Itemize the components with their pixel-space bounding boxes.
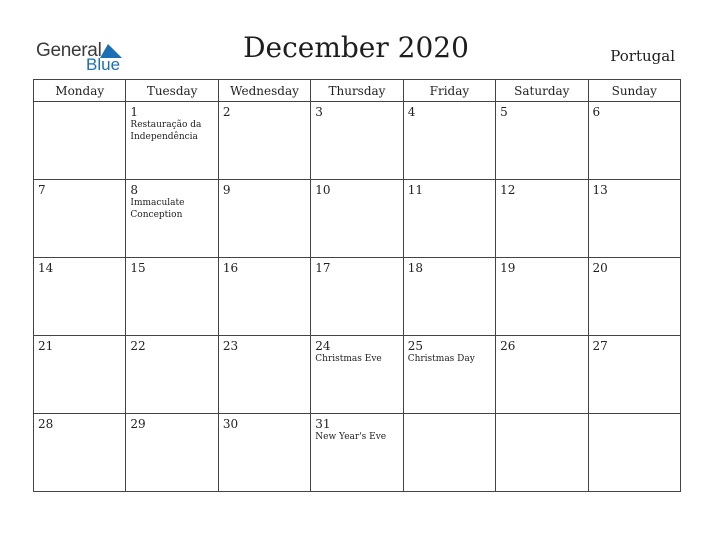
day-number: 29	[130, 417, 146, 431]
day-number: 17	[315, 261, 331, 275]
day-cell	[218, 414, 310, 492]
country-label: Portugal	[610, 47, 675, 65]
logo-blue-text: Blue	[86, 55, 121, 74]
day-cell	[311, 102, 403, 180]
day-cell	[496, 258, 588, 336]
day-cell	[311, 336, 403, 414]
weekday-header: Monday	[34, 80, 126, 102]
day-cell	[588, 414, 680, 492]
day-number: 1	[130, 105, 139, 119]
day-number: 30	[222, 417, 239, 431]
week-row	[34, 258, 681, 336]
week-row	[34, 180, 681, 258]
day-cell	[126, 258, 218, 336]
day-number: 15	[130, 261, 146, 275]
day-cell	[34, 258, 126, 336]
logo-general-text: General	[36, 40, 102, 61]
day-number: 31	[315, 417, 331, 431]
day-cell	[403, 258, 495, 336]
day-number: 18	[407, 261, 423, 275]
day-cell	[311, 258, 403, 336]
day-cell	[403, 102, 495, 180]
week-row	[34, 336, 681, 414]
day-cell	[496, 180, 588, 258]
day-number: 22	[130, 339, 146, 353]
weekday-header-row	[34, 80, 681, 102]
day-cell	[403, 414, 495, 492]
holiday-label: New Year's Eve	[315, 432, 387, 442]
holiday-label: Christmas Day	[407, 354, 475, 364]
day-number: 2	[222, 105, 231, 119]
day-number: 6	[592, 105, 601, 119]
day-number: 24	[315, 339, 331, 353]
day-number: 14	[38, 261, 54, 275]
day-cell	[126, 180, 218, 258]
day-cell	[588, 258, 680, 336]
day-number: 25	[407, 339, 423, 353]
calendar-grid	[33, 79, 681, 492]
day-number: 11	[407, 183, 423, 197]
day-cell	[218, 180, 310, 258]
day-number: 28	[38, 417, 54, 431]
day-number: 27	[592, 339, 608, 353]
day-cell	[126, 336, 218, 414]
day-number: 20	[592, 261, 608, 275]
day-cell	[588, 336, 680, 414]
day-number: 13	[592, 183, 608, 197]
day-number: 3	[315, 105, 323, 119]
weekday-header: Thursday	[311, 80, 403, 102]
day-cell	[126, 102, 218, 180]
weekday-header: Saturday	[496, 80, 588, 102]
week-row	[34, 414, 681, 492]
day-cell	[126, 414, 218, 492]
day-number: 16	[222, 261, 239, 275]
day-cell	[311, 180, 403, 258]
page-title: December 2020	[243, 31, 469, 64]
day-number: 7	[38, 183, 46, 197]
weekday-header: Wednesday	[218, 80, 310, 102]
day-cell	[403, 336, 495, 414]
day-number: 21	[38, 339, 54, 353]
calendar-body	[34, 102, 681, 492]
day-number: 19	[500, 261, 516, 275]
day-cell	[496, 102, 588, 180]
day-cell	[218, 102, 310, 180]
day-cell	[218, 258, 310, 336]
day-cell	[218, 336, 310, 414]
day-number: 12	[500, 183, 516, 197]
day-number: 10	[315, 183, 331, 197]
weekday-header: Friday	[403, 80, 495, 102]
day-cell	[496, 414, 588, 492]
day-cell	[496, 336, 588, 414]
week-row	[34, 102, 681, 180]
day-number: 26	[500, 339, 516, 353]
day-cell	[588, 180, 680, 258]
day-cell	[34, 180, 126, 258]
day-cell	[403, 180, 495, 258]
weekday-header: Sunday	[588, 80, 680, 102]
day-cell	[34, 414, 126, 492]
holiday-label: Restauração da Independência	[130, 120, 202, 142]
holiday-label: Immaculate Conception	[130, 198, 185, 220]
day-cell	[34, 102, 126, 180]
day-cell	[588, 102, 680, 180]
weekday-header: Tuesday	[126, 80, 218, 102]
day-cell	[34, 336, 126, 414]
day-number: 8	[130, 183, 139, 197]
day-number: 23	[222, 339, 239, 353]
day-number: 4	[407, 105, 416, 119]
day-cell	[311, 414, 403, 492]
day-number: 9	[222, 183, 231, 197]
day-number: 5	[500, 105, 508, 119]
holiday-label: Christmas Eve	[315, 354, 382, 364]
